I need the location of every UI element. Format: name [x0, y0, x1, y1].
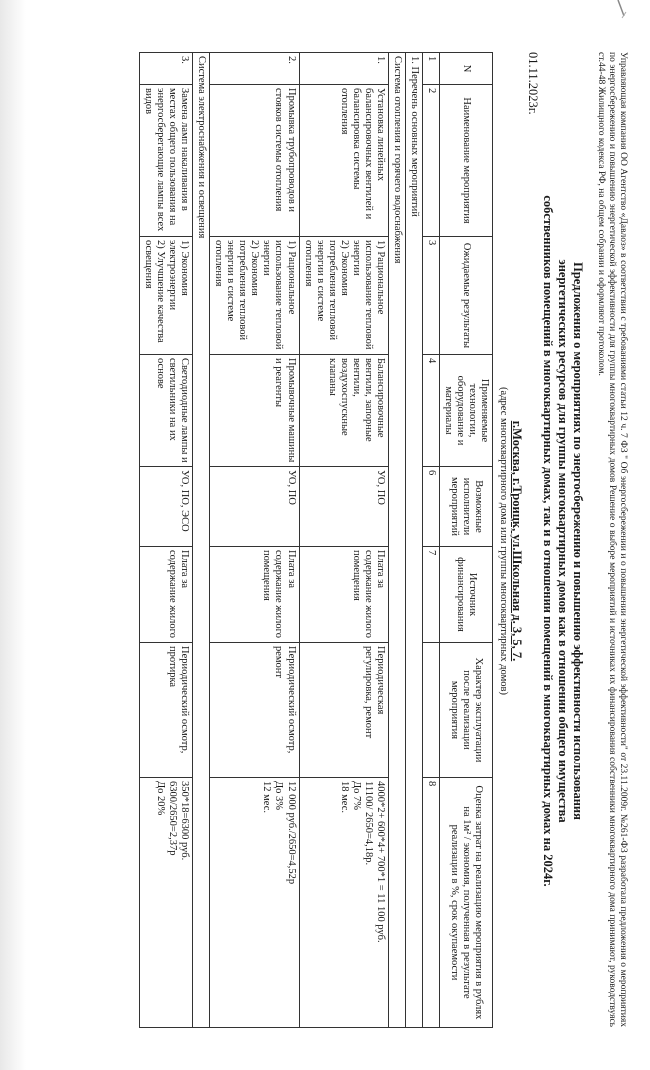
measure-name: Установка линейных балансировочных вентилей и балансировка системы отопления	[299, 85, 388, 237]
expected-results: 1) Рациональное использование тепловой энергии 2) Экономия потребления тепловой энергии в системе отопления	[210, 237, 299, 355]
section-row-heating	[388, 53, 405, 1028]
technologies: Балансировочные вентили, запорные вентили, воздухоспускные клапаны	[299, 355, 388, 467]
col-number: 4	[423, 355, 440, 467]
header-executors: Возможные исполнители мероприятий	[440, 467, 493, 547]
table-row	[210, 53, 299, 1028]
operation-character: Периодическая регулировка, ремонт	[299, 643, 388, 778]
row-number: 1.	[299, 53, 388, 85]
header-tech: Применяемые технологии, оборудование и материалы	[440, 355, 493, 467]
col-number: 8	[423, 778, 440, 1028]
col-number: 7	[423, 547, 440, 643]
document-date: 01.11.2023г.	[526, 52, 541, 115]
measure-name: Промывка трубопроводов и стояков системы отопления	[210, 85, 299, 237]
funding-source: Плата за содержание жилого помещения	[299, 547, 388, 643]
measures-table	[139, 52, 494, 1028]
header-funding: Источник финансирования	[440, 547, 493, 643]
document-title-line-3: собственников помещений в многоквартирных домах, так и в отношении помещений в многоквартирных домах на 2024г.	[541, 195, 556, 887]
header-n: N	[440, 53, 493, 85]
cost-estimate: 4000*2+ 600*4+ 700*1 = 11 100 руб. 11100/ 2650=4,18р. До 7% 18 мес.	[299, 778, 388, 1028]
funding-source: Плата за содержание жилого помещения	[210, 547, 299, 643]
operation-character: Периодический осмотр, протирка	[139, 643, 192, 778]
intro-paragraph: Управляющая компания ОО Агентство «Давлоз» в соответствии с требованиями статьи 12 ч. 7 ФЗ " Об энергосбережении и о повышении энергетической эффективности" от 23.11.2009г. №261-ФЗ разработала предложения о мероприятиях по энергосбережению и повышению энергетической эффективности для группы многоквартирных домов Решение о выборе мероприятий и источниках их финансирования собственники многоквартирного дома принимают, руководствуясь ст.44-48 Жилищного кодекса РФ, на общем собрании и оформляют протоколом.	[596, 52, 628, 1027]
header-name: Наименование мероприятия	[440, 85, 493, 237]
col-number: 1	[423, 53, 440, 85]
header-character: Характер эксплуатации после реализации мероприятия	[440, 643, 493, 778]
col-number: 6	[423, 467, 440, 547]
header-results: Ожидаемые результаты	[440, 237, 493, 355]
table-header-row	[440, 53, 493, 1028]
section-title: 1. Перечень основных мероприятий	[406, 53, 423, 1028]
col-number	[423, 643, 440, 778]
table-row	[139, 53, 192, 1028]
col-number: 3	[423, 237, 440, 355]
row-number: 2.	[210, 53, 299, 85]
cost-estimate: 350*18=6300 руб. 6300/2650=2,37р До 20%	[139, 778, 192, 1028]
address-caption: (адрес многоквартирного дома или группы многоквартирных домов)	[498, 387, 510, 695]
expected-results: 1) Экономия электроэнергии 2) Улучшение качества освещения	[139, 237, 192, 355]
measure-name: Замена ламп накаливания в местах общего пользования на энергосберегающие лампы всех видов	[139, 85, 192, 237]
column-number-row	[423, 53, 440, 1028]
section-title: Система отопления и горячего водоснабжения	[388, 53, 405, 1028]
table-row	[299, 53, 388, 1028]
section-row-main	[406, 53, 423, 1028]
col-number: 2	[423, 85, 440, 237]
row-number: 3.	[139, 53, 192, 85]
technologies: Светодиодные лампы и светильники на их основе	[139, 355, 192, 467]
section-title: Система электроснабжения и освещения	[193, 53, 210, 1028]
technologies: Промывочные машины и реагенты	[210, 355, 299, 467]
section-row-electric	[193, 53, 210, 1028]
operation-character: Периодический осмотр, ремонт	[210, 643, 299, 778]
executors: УО, ПО	[299, 467, 388, 547]
header-estimate: Оценка затрат на реализацию мероприятия в рублях на 1м² / экономия, полученная в результате реализации в %, срок окупаемости	[440, 778, 493, 1028]
executors: УО, ПО	[210, 467, 299, 547]
cost-estimate: 12 000 руб./2650=4,52р До 3% 12 мес.	[210, 778, 299, 1028]
document-title-line-1: Предложения о мероприятиях по энергосбережению и повышению эффективности использования	[571, 262, 586, 820]
funding-source: Плата за содержание жилого	[139, 547, 192, 643]
document-title-line-2: энергетических ресурсов для группы многоквартирных домов как в отношении общего имущества	[556, 259, 571, 823]
executors: УО, ПО, ЭСО	[139, 467, 192, 547]
expected-results: 1) Рациональное использование тепловой энергии 2) Экономия потребления тепловой энергии в системе отопления	[299, 237, 388, 355]
building-address: г.Москва, г.Троицк, ул.Школьная д. 3, 5, 7.	[509, 420, 524, 662]
